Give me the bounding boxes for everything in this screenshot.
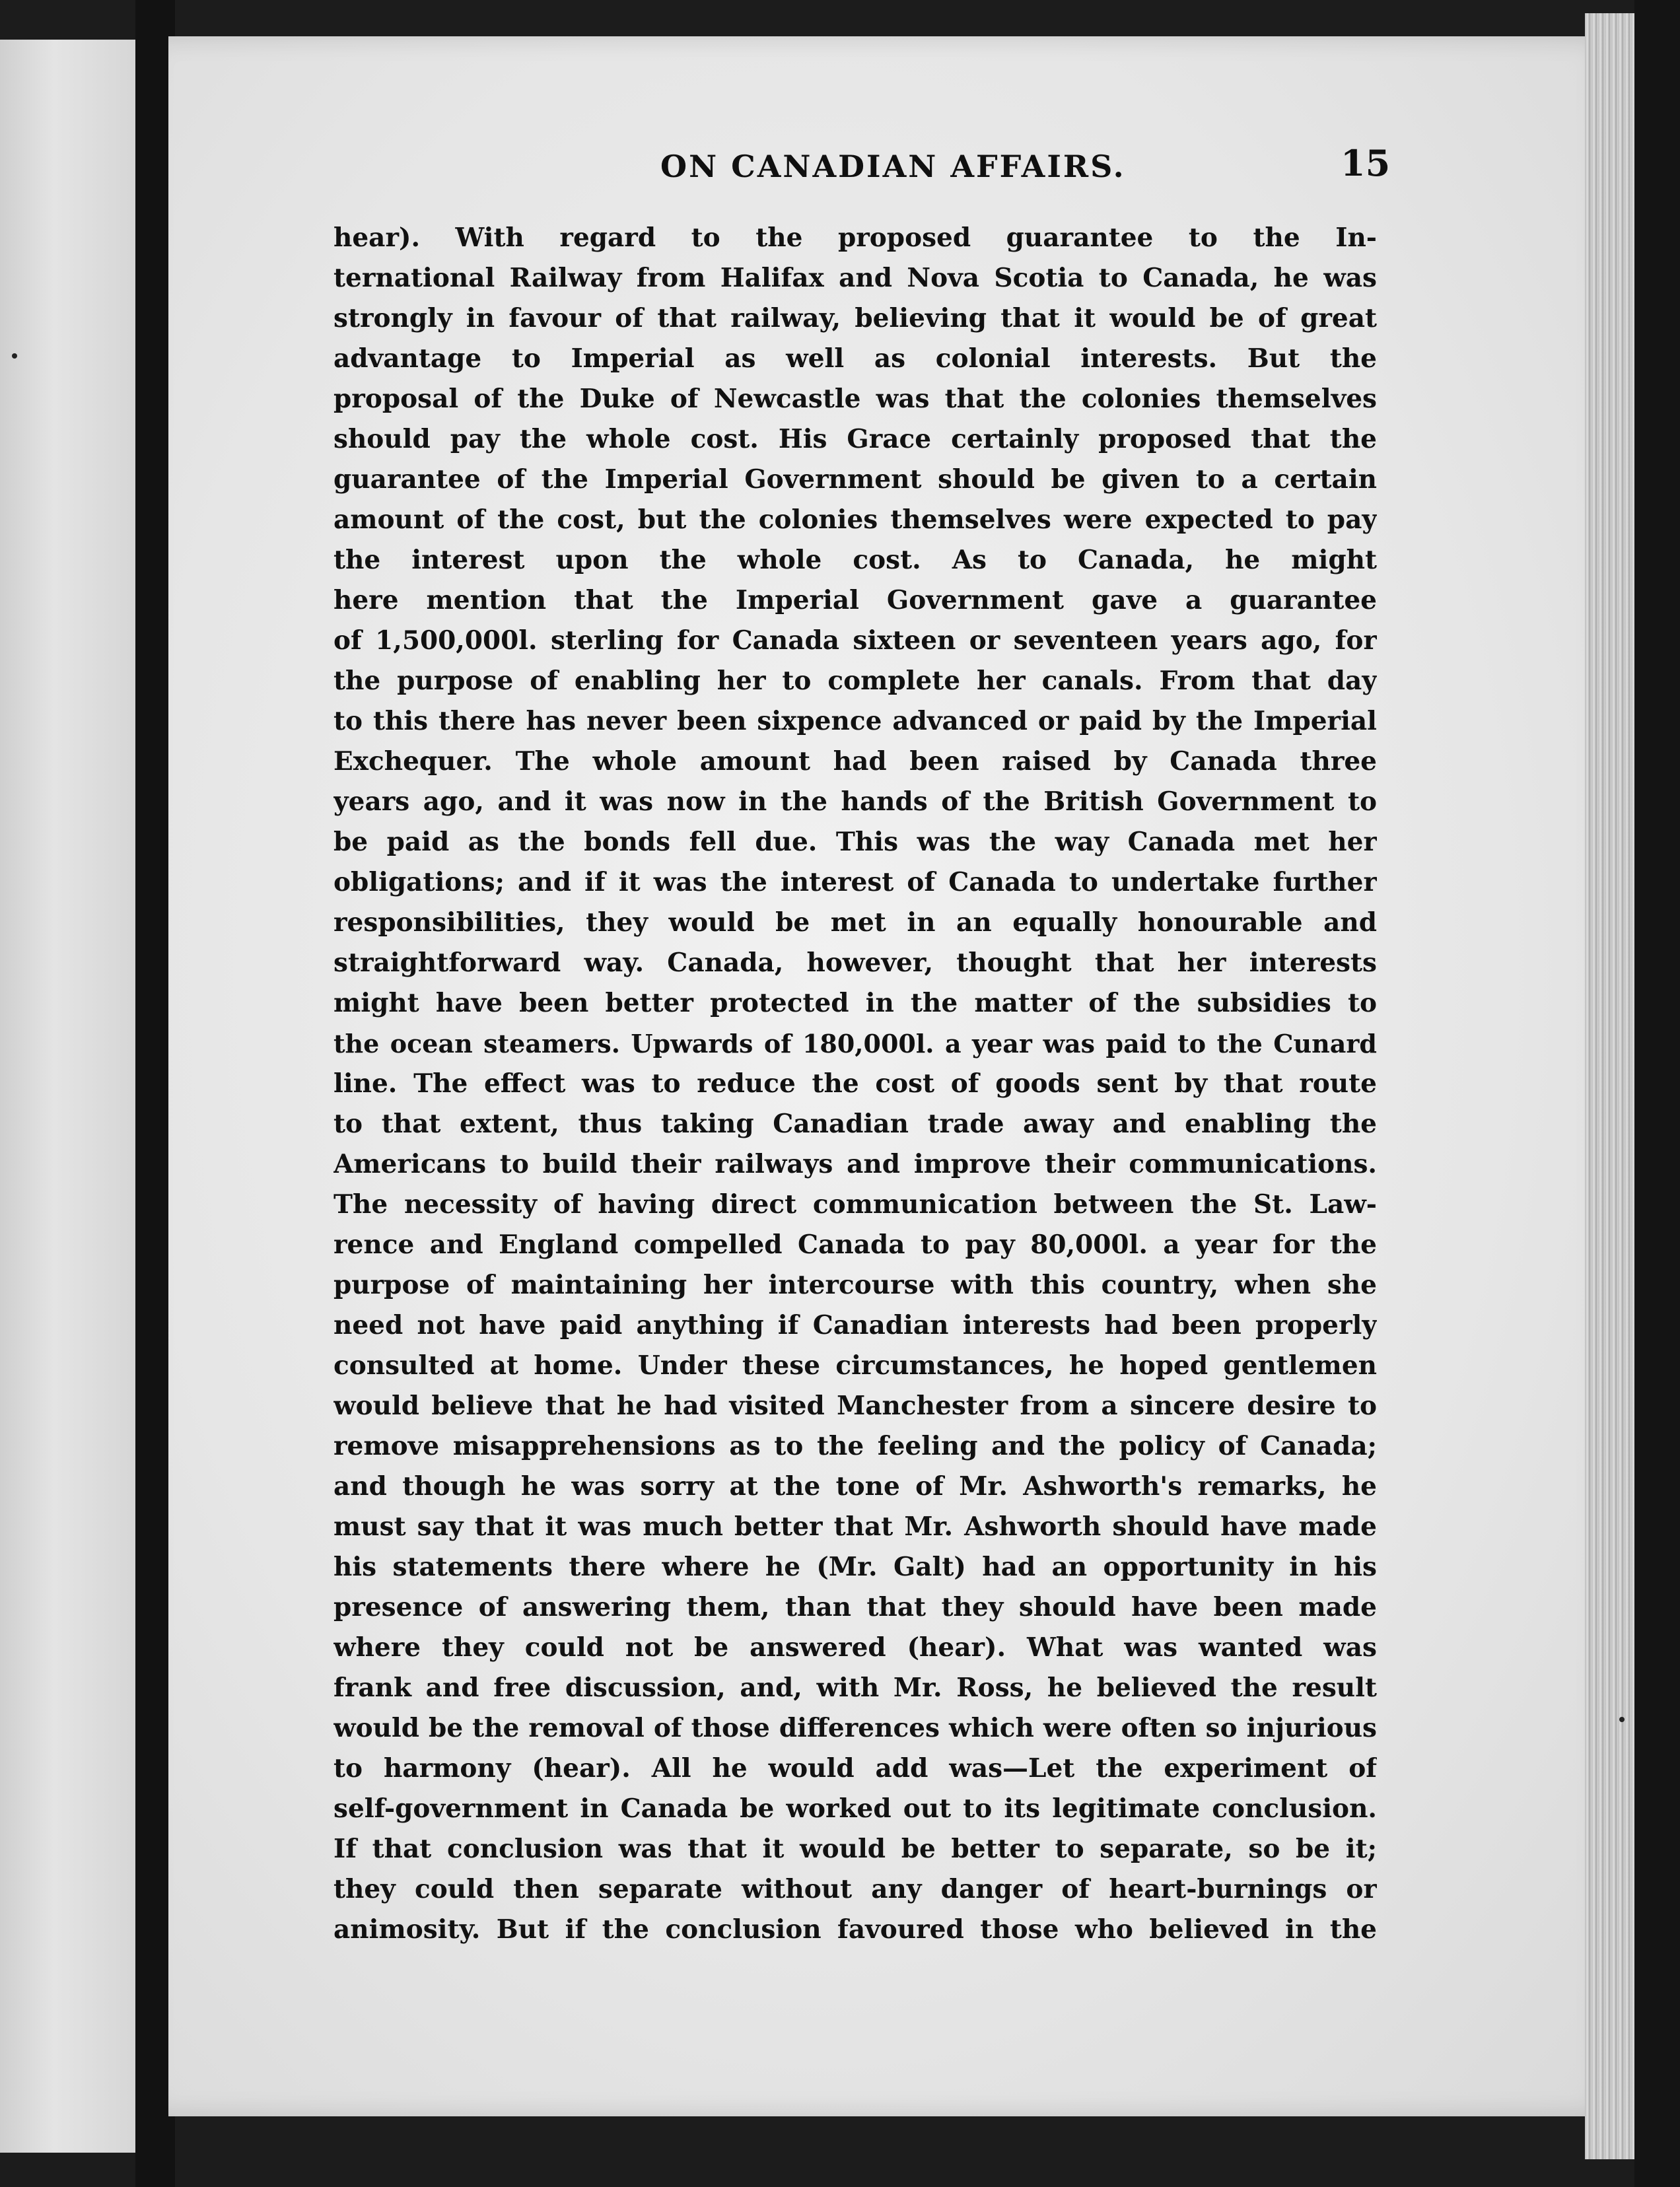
text-line: would be the removal of those differences which were often so injurious: [333, 1713, 1377, 1743]
text-line: his statements there where he (Mr. Galt) had an opportunity in his: [333, 1552, 1377, 1582]
text-line: where they could not be answered (hear). What was wanted was: [333, 1632, 1377, 1663]
text-line: the interest upon the whole cost. As to Canada, he might: [333, 545, 1377, 575]
text-line: be paid as the bonds fell due. This was the way Canada met her: [333, 827, 1377, 857]
text-line: frank and free discussion, and, with Mr. Ross, he believed the result: [333, 1673, 1377, 1703]
text-line: advantage to Imperial as well as colonial interests. But the: [333, 343, 1377, 374]
text-line: The necessity of having direct communication between the St. Law-: [333, 1189, 1377, 1220]
text-line: to this there has never been sixpence advanced or paid by the Imperial: [333, 706, 1377, 736]
body-text: [333, 218, 1377, 1950]
text-line: line. The effect was to reduce the cost of goods sent by that route: [333, 1068, 1377, 1099]
text-line: animosity. But if the conclusion favoured those who believed in the: [333, 1914, 1377, 1945]
text-line: years ago, and it was now in the hands of the British Government to: [333, 786, 1377, 817]
text-line: strongly in favour of that railway, believing that it would be of great: [333, 303, 1377, 333]
text-line: must say that it was much better that Mr. Ashworth should have made: [333, 1511, 1377, 1542]
text-line: would believe that he had visited Manchester from a sincere desire to: [333, 1391, 1377, 1421]
text-line: straightforward way. Canada, however, thought that her interests: [333, 948, 1377, 978]
scan-speck: [1619, 1717, 1625, 1722]
text-line: need not have paid anything if Canadian interests had been properly: [333, 1310, 1377, 1340]
scan-speck: [12, 353, 17, 359]
text-line: the purpose of enabling her to complete her canals. From that day: [333, 666, 1377, 696]
text-line: here mention that the Imperial Government gave a guarantee: [333, 585, 1377, 615]
previous-page-edge: [0, 40, 135, 2153]
scan-border: [1634, 0, 1680, 2187]
text-line: to that extent, thus taking Canadian trade away and enabling the: [333, 1109, 1377, 1139]
text-line: hear). With regard to the proposed guarantee to the In-: [333, 223, 1377, 253]
text-line: the ocean steamers. Upwards of 180,000l. a year was paid to the Cunard: [333, 1029, 1377, 1059]
text-line: and though he was sorry at the tone of Mr. Ashworth's remarks, he: [333, 1471, 1377, 1502]
text-line: they could then separate without any danger of heart-burnings or: [333, 1874, 1377, 1904]
text-line: rence and England compelled Canada to pay 80,000l. a year for the: [333, 1230, 1377, 1260]
text-line: ternational Railway from Halifax and Nova Scotia to Canada, he was: [333, 263, 1377, 293]
text-line: of 1,500,000l. sterling for Canada sixteen or seventeen years ago, for: [333, 625, 1377, 656]
text-line: self-government in Canada be worked out to its legitimate conclusion.: [333, 1793, 1377, 1824]
text-line: responsibilities, they would be met in an equally honourable and: [333, 907, 1377, 938]
text-line: to harmony (hear). All he would add was—Let the experiment of: [333, 1753, 1377, 1784]
page-stack-edge: [1585, 13, 1634, 2159]
page-number: 15: [1341, 142, 1391, 184]
text-line: should pay the whole cost. His Grace certainly proposed that the: [333, 424, 1377, 454]
text-line: remove misapprehensions as to the feeling and the policy of Canada;: [333, 1431, 1377, 1461]
text-line: purpose of maintaining her intercourse with this country, when she: [333, 1270, 1377, 1300]
text-line: Americans to build their railways and improve their communications.: [333, 1149, 1377, 1179]
text-line: obligations; and if it was the interest of Canada to undertake further: [333, 867, 1377, 897]
text-line: presence of answering them, than that they should have been made: [333, 1592, 1377, 1622]
text-line: If that conclusion was that it would be better to separate, so be it;: [333, 1834, 1377, 1864]
running-title: ON CANADIAN AFFAIRS.: [660, 149, 1126, 184]
text-line: proposal of the Duke of Newcastle was that the colonies themselves: [333, 384, 1377, 414]
text-line: amount of the cost, but the colonies themselves were expected to pay: [333, 504, 1377, 535]
text-line: guarantee of the Imperial Government should be given to a certain: [333, 464, 1377, 495]
text-line: consulted at home. Under these circumstances, he hoped gentlemen: [333, 1350, 1377, 1381]
text-line: Exchequer. The whole amount had been raised by Canada three: [333, 746, 1377, 777]
text-line: might have been better protected in the matter of the subsidies to: [333, 988, 1377, 1018]
